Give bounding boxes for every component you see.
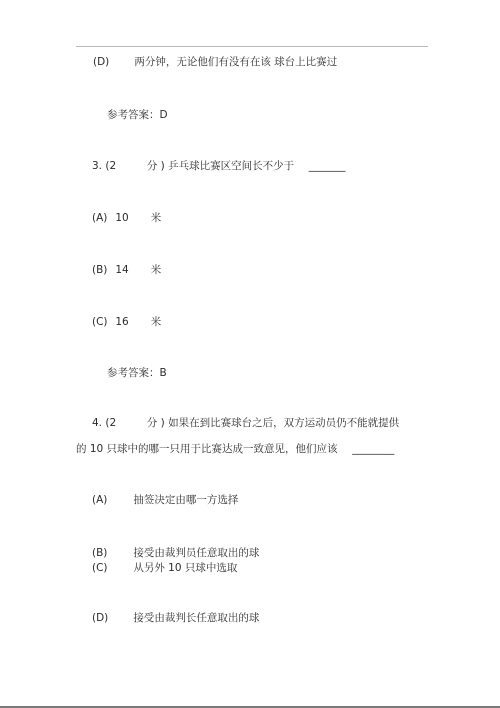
q3-option-a-value: 10 <box>115 212 129 224</box>
q4-option-a <box>92 493 238 507</box>
q4-option-d <box>92 611 259 625</box>
q4-blank: ________ <box>352 443 395 455</box>
q3-option-c-unit: 米 <box>150 316 162 328</box>
q4-option-a-text: 抽签决定由哪一方选择 <box>133 494 239 506</box>
q3-option-a-unit: 米 <box>150 212 162 224</box>
q4-number: 4. (2 <box>92 417 117 429</box>
q3-number: 3. (2 <box>92 160 117 172</box>
q4-option-d-text: 接受由裁判长任意取出的球 <box>133 612 260 624</box>
q3-option-b-value: 14 <box>115 264 129 276</box>
q4-option-d-label: (D) <box>92 612 109 624</box>
q4-option-c-label: (C) <box>92 562 108 574</box>
q2-option-d-label: (D) <box>93 56 110 68</box>
q4-option-c-text: 从另外 10 只球中选取 <box>133 562 238 574</box>
q2-option-d <box>93 55 337 69</box>
q3-question <box>92 159 346 173</box>
q4-option-a-label: (A) <box>92 494 108 506</box>
q4-option-c <box>92 561 237 575</box>
q4-question <box>92 416 399 430</box>
q4-text: 分 ) 如果在到比赛球台之后，双方运动员仍不能就提供 <box>146 417 400 429</box>
q2-option-d-text: 两分钟，无论他们有没有在该 球台上比赛过 <box>134 56 338 68</box>
q4-text-line2: 的 10 只球中的哪一只用于比赛达成一致意见，他们应该 <box>76 443 338 455</box>
q3-text: 分 ) 乒乓球比赛区空间长不少于 <box>146 160 295 172</box>
q4-option-b-label: (B) <box>92 547 108 559</box>
q3-blank: _______ <box>308 160 346 172</box>
q3-option-c <box>92 315 161 329</box>
q3-option-a-label: (A) <box>92 212 108 224</box>
q3-option-b-unit: 米 <box>150 264 162 276</box>
q4-question-line2 <box>76 442 394 456</box>
q3-option-a <box>92 211 161 225</box>
q4-option-b-text: 接受由裁判员任意取出的球 <box>133 547 260 559</box>
q4-option-b <box>92 546 259 560</box>
q2-answer: 参考答案：D <box>107 109 168 121</box>
q3-answer: 参考答案：B <box>107 367 167 379</box>
top-divider <box>76 46 428 47</box>
q3-option-b-label: (B) <box>92 264 108 276</box>
q3-option-c-label: (C) <box>92 316 108 328</box>
q3-option-b <box>92 263 161 277</box>
q3-option-c-value: 16 <box>115 316 129 328</box>
